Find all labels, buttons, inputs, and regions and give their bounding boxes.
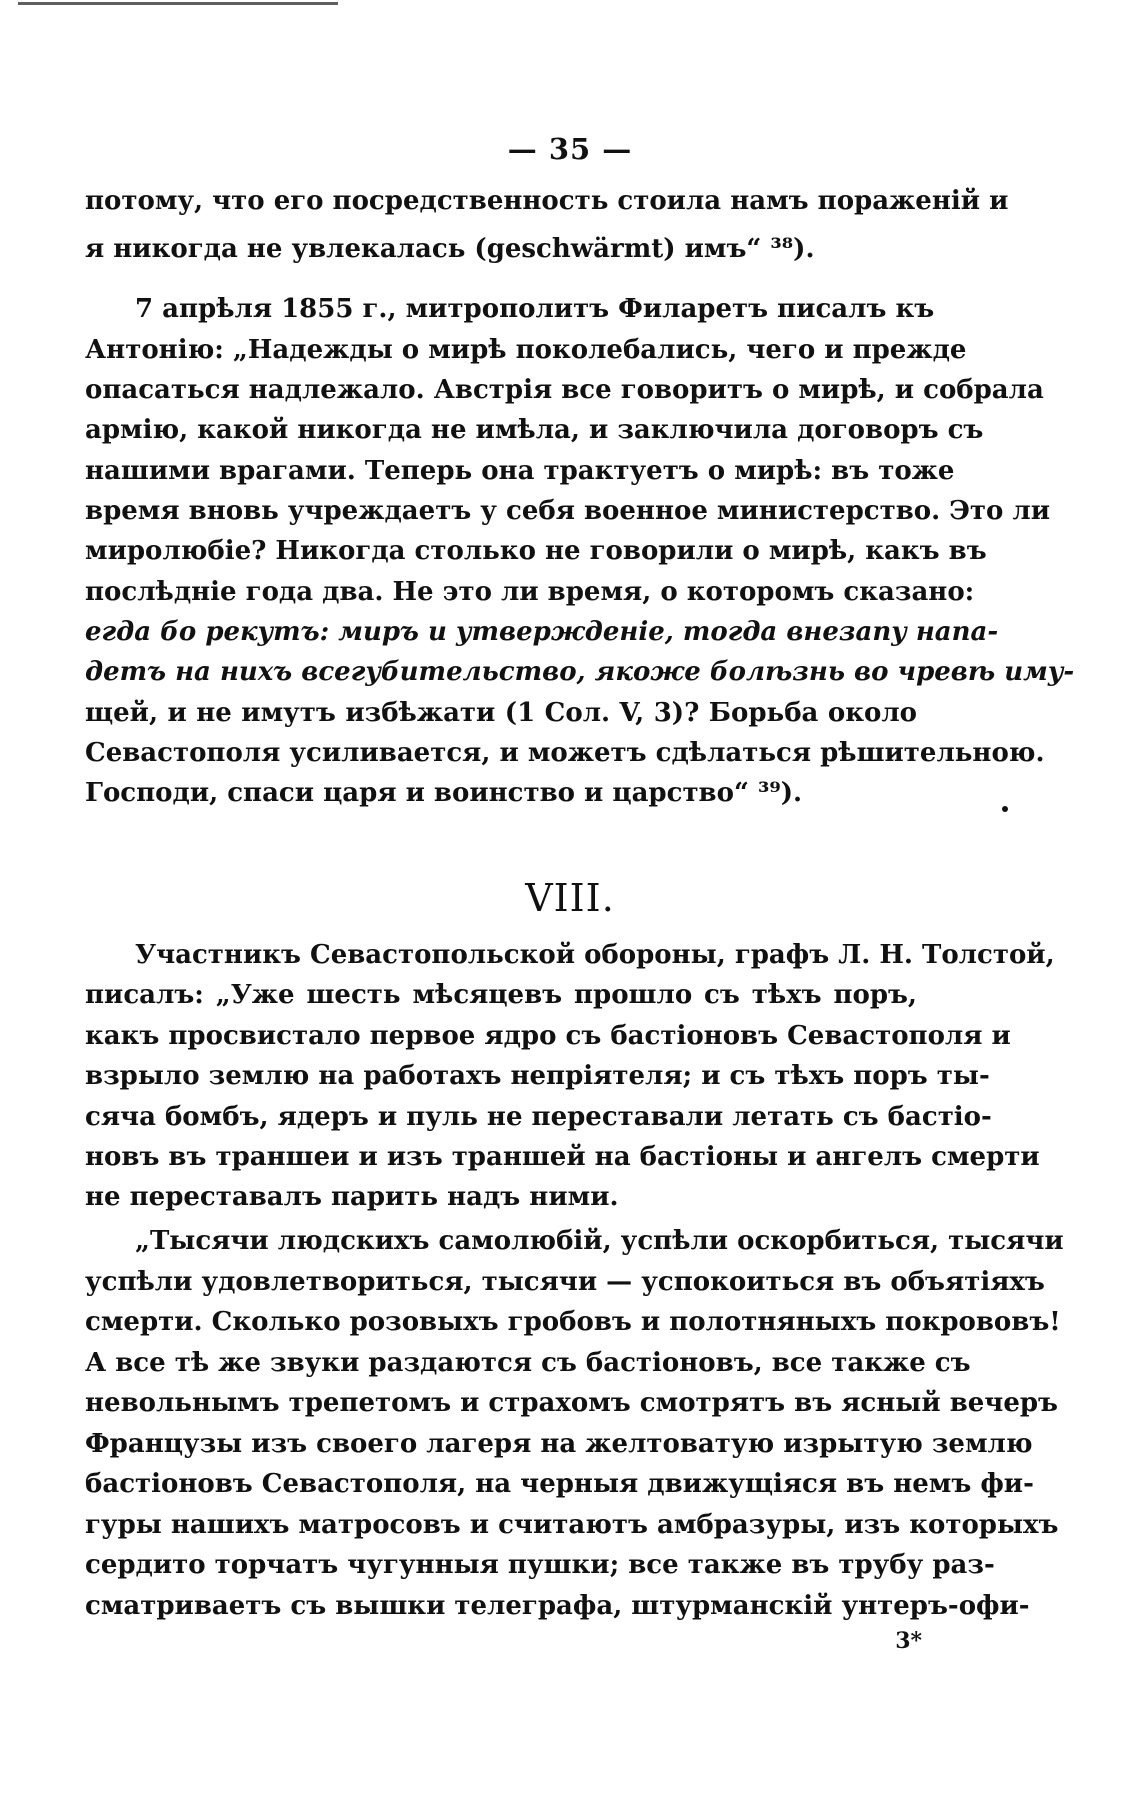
- text-line: какъ просвистало первое ядро съ бастіоновъ Севастополя и: [85, 1021, 1011, 1051]
- text-line: нашими врагами. Теперь она трактуетъ о мирѣ: въ тоже: [85, 456, 955, 486]
- text-line: 7 апрѣля 1855 г., митрополитъ Филаретъ писалъ къ: [135, 294, 935, 324]
- text-line: опасаться надлежало. Австрія все говоритъ о мирѣ, и собрала: [85, 375, 1044, 405]
- text-line: щей, и не имутъ избѣжати (1 Сол. V, 3)? Борьба около: [85, 698, 917, 728]
- text-line: смерти. Сколько розовыхъ гробовъ и полотняныхъ покрововъ!: [85, 1307, 1061, 1337]
- page-number: — 35 —: [507, 132, 633, 166]
- text-line: Участникъ Севастопольской обороны, графъ Л. Н. Толстой,: [135, 940, 1055, 970]
- scan-edge-mark: [18, 2, 338, 13]
- text-line: время вновь учреждаетъ у себя военное министерство. Это ли: [85, 496, 1051, 526]
- text-line: Французы изъ своего лагеря на желтоватую изрытую землю: [85, 1429, 1033, 1459]
- text-line: сматриваетъ съ вышки телеграфа, штурманскій унтеръ-офи-: [85, 1591, 1030, 1621]
- text-line: потому, что его посредственность стоила намъ пораженій и: [85, 186, 1009, 216]
- text-line: Господи, спаси царя и воинство и царство“ ³⁹).: [85, 778, 803, 808]
- text-line: бастіоновъ Севастополя, на черныя движущіяся въ немъ фи-: [85, 1469, 1034, 1499]
- text-line: сердито торчатъ чугунныя пушки; все также въ трубу раз-: [85, 1550, 995, 1580]
- text-line: А все тѣ же звуки раздаются съ бастіоновъ, все также съ: [85, 1348, 971, 1378]
- text-line: невольнымъ трепетомъ и страхомъ смотрятъ въ ясный вечеръ: [85, 1388, 1058, 1418]
- scan-dot: [1002, 806, 1008, 812]
- text-line: не переставалъ парить надъ ними.: [85, 1182, 619, 1212]
- text-line: взрыло землю на работахъ непріятеля; и съ тѣхъ поръ ты-: [85, 1061, 990, 1091]
- text-line: успѣли удовлетвориться, тысячи — успокоиться въ объятіяхъ: [85, 1267, 1045, 1297]
- text-line: послѣдніе года два. Не это ли время, о которомъ сказано:: [85, 577, 975, 607]
- signature-mark: 3*: [895, 1628, 922, 1654]
- text-line: „Тысячи людскихъ самолюбій, успѣли оскорбиться, тысячи: [135, 1226, 1064, 1256]
- text-line: новъ въ траншеи и изъ траншей на бастіоны и ангелъ смерти: [85, 1142, 1040, 1172]
- text-line: писалъ: „Уже шесть мѣсяцевъ прошло съ тѣхъ поръ,: [85, 980, 917, 1010]
- text-line: миролюбіе? Никогда столько не говорили о мирѣ, какъ въ: [85, 536, 987, 566]
- text-line: армію, какой никогда не имѣла, и заключила договоръ съ: [85, 415, 984, 445]
- text-line: Антонію: „Надежды о мирѣ поколебались, чего и прежде: [85, 335, 967, 365]
- chapter-heading: VIII.: [525, 876, 615, 920]
- text-line: я никогда не увлекалась (geschwärmt) имъ“ ³⁸).: [85, 234, 815, 264]
- text-line: Севастополя усиливается, и можетъ сдѣлаться рѣшительною.: [85, 738, 1045, 768]
- text-line: гуры нашихъ матросовъ и считаютъ амбразуры, изъ которыхъ: [85, 1510, 1059, 1540]
- text-line: сяча бомбъ, ядеръ и пуль не переставали летать съ бастіо-: [85, 1102, 992, 1132]
- text-line: егда бо рекутъ: миръ и утвержденіе, тогда внезапу напа-: [85, 617, 999, 647]
- text-line: детъ на нихъ всегубительство, якоже болѣзнь во чревѣ иму-: [85, 657, 1075, 687]
